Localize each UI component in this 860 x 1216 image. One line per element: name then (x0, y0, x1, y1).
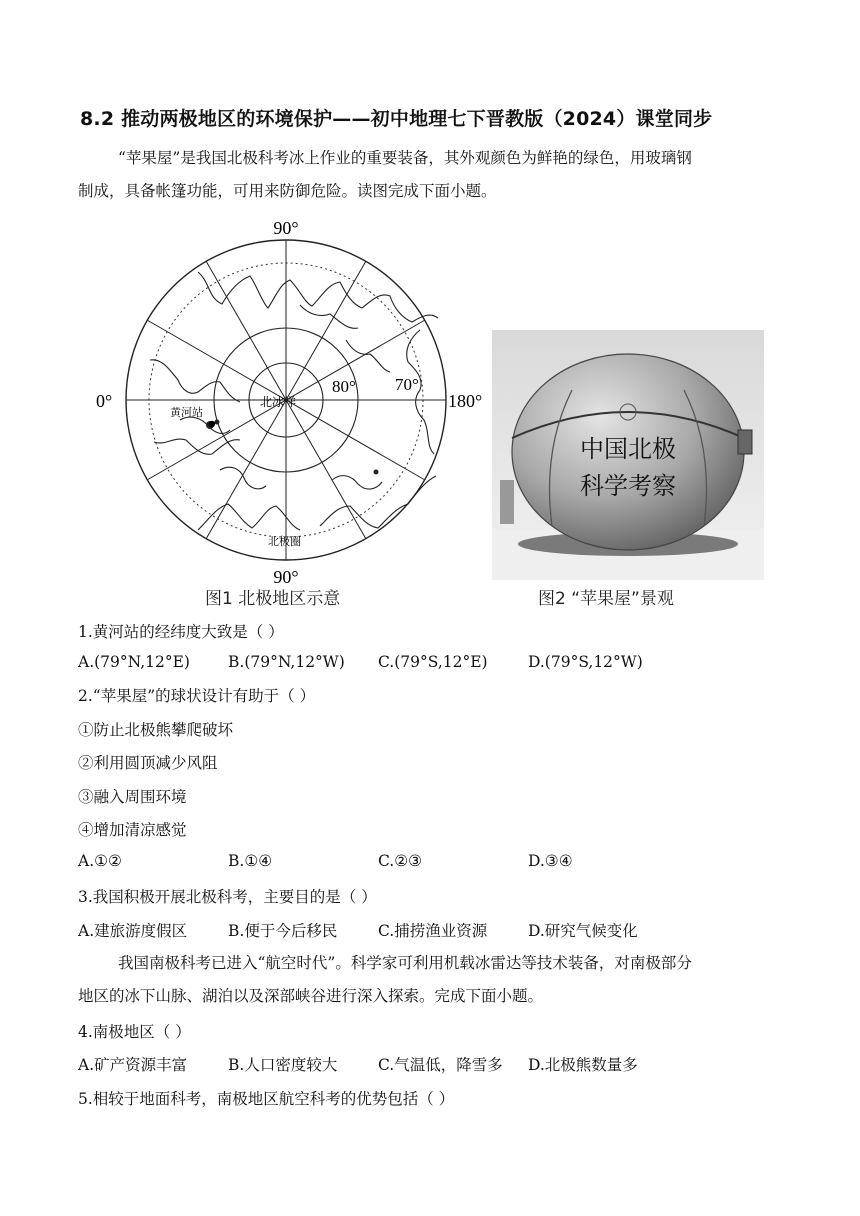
q1-option-c[interactable]: C.(79°S,12°E) (378, 653, 488, 671)
label-90-top: 90° (273, 218, 299, 238)
q3-option-c[interactable]: C.捕捞渔业资源 (378, 922, 488, 940)
q1-option-a[interactable]: A.(79°N,12°E) (78, 653, 190, 671)
label-0: 0° (96, 391, 113, 411)
arctic-map (90, 210, 490, 590)
q2-item-3: ③融入周围环境 (78, 788, 187, 806)
q4-option-a[interactable]: A.矿产资源丰富 (78, 1056, 188, 1074)
label-180: 180° (448, 391, 483, 411)
arctic-map-figure (90, 210, 490, 590)
intro-1-line-1: “苹果屋”是我国北极科考冰上作业的重要装备，其外观颜色为鲜艳的绿色，用玻璃钢 (118, 149, 692, 167)
q4-option-d[interactable]: D.北极熊数量多 (528, 1056, 638, 1074)
intro-1-line-2: 制成，具备帐篷功能，可用来防御危险。读图完成下面小题。 (78, 182, 497, 200)
figure-1-caption: 图1 北极地区示意 (205, 589, 341, 609)
q3-option-a[interactable]: A.建旅游度假区 (78, 922, 188, 940)
label-80: 80° (332, 377, 356, 396)
q2-item-2: ②利用圆顶减少风阻 (78, 754, 218, 772)
q2-option-c[interactable]: C.②③ (378, 852, 423, 870)
label-90-bottom: 90° (273, 567, 299, 587)
question-1-stem: 1.黄河站的经纬度大致是（ ） (78, 623, 284, 641)
q2-option-a[interactable]: A.①② (78, 852, 122, 870)
intro-2-line-2: 地区的冰下山脉、湖泊以及深部峡谷进行深入探索。完成下面小题。 (78, 987, 544, 1005)
sign-line-1: 中国北极 (580, 435, 676, 463)
intro-paragraph-1 (78, 142, 798, 208)
q1-option-d[interactable]: D.(79°S,12°W) (528, 653, 643, 671)
figure-2-caption: 图2 “苹果屋”景观 (538, 589, 674, 609)
q3-option-b[interactable]: B.便于今后移民 (228, 922, 338, 940)
q2-option-d[interactable]: D.③④ (528, 852, 573, 870)
apple-house-photo (492, 330, 764, 580)
q4-option-c[interactable]: C.气温低，降雪多 (378, 1056, 503, 1074)
question-5-stem: 5.相较于地面科考，南极地区航空科考的优势包括（ ） (78, 1090, 455, 1108)
question-3-stem: 3.我国积极开展北极科考，主要目的是（ ） (78, 888, 377, 906)
label-arctic-circle: 北极圈 (268, 535, 301, 548)
q1-option-b[interactable]: B.(79°N,12°W) (228, 653, 345, 671)
question-4-stem: 4.南极地区（ ） (78, 1023, 191, 1041)
q2-item-4: ④增加清凉感觉 (78, 821, 187, 839)
q2-item-1: ①防止北极熊攀爬破坏 (78, 721, 234, 739)
q2-option-b[interactable]: B.①④ (228, 852, 273, 870)
intro-paragraph-2 (78, 947, 798, 1013)
huanghe-station-marker (209, 421, 215, 427)
question-2-stem: 2.“苹果屋”的球状设计有助于（ ） (78, 687, 316, 705)
q3-option-d[interactable]: D.研究气候变化 (528, 922, 638, 940)
label-huanghe-station: 黄河站 (170, 406, 203, 419)
label-70: 70° (395, 375, 419, 394)
sign-line-2: 科学考察 (580, 472, 676, 500)
page-title: 8.2 推动两极地区的环境保护——初中地理七下晋教版（2024）课堂同步 (80, 108, 713, 130)
label-arctic-ocean: 北冰洋 (260, 395, 297, 409)
q4-option-b[interactable]: B.人口密度较大 (228, 1056, 338, 1074)
intro-2-line-1: 我国南极科考已进入“航空时代”。科学家可利用机载冰雷达等技术装备，对南极部分 (118, 954, 692, 972)
